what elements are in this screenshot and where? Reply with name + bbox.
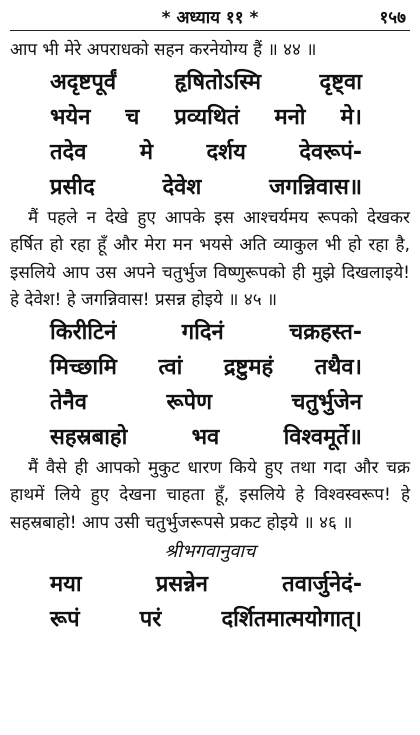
verse-word: चक्रहस्त- — [289, 319, 362, 345]
verse-word: मे। — [340, 104, 362, 130]
verse-word: अदृष्टपूर्वं — [50, 69, 117, 95]
verse-word: दर्शितमात्मयोगात्। — [221, 607, 362, 632]
verse-word: जगन्निवास॥ — [269, 174, 362, 200]
verse-word: भयेन — [50, 104, 91, 130]
verse-line — [50, 350, 362, 385]
verse-47 — [50, 567, 362, 637]
verse-word: तवार्जुनेदं- — [282, 572, 362, 597]
verse-line — [50, 567, 362, 602]
verse-word: देवरूपं- — [299, 139, 362, 165]
verse-word: मे — [139, 139, 154, 165]
verse-word: प्रसन्नेन — [155, 572, 208, 597]
verse-word: रूपेण — [166, 389, 212, 415]
translation-verse-46: मैं वैसे ही आपको मुकुट धारण किये हुए तथा गदा और चक्र हाथमें लिये हुए देखना चाहता हूँ, इसलिये हे विश्वस्वरूप! हे सहस्रबाहो! आप उसी चतुर्भुजरूपसे प्रकट होइये ॥ ४६ ॥ — [10, 457, 410, 533]
verse-word: दर्शय — [206, 139, 246, 165]
page-header — [10, 0, 410, 31]
verse-word: द्रष्टुमहं — [223, 354, 274, 380]
verse-word: देवेश — [162, 174, 202, 200]
verse-word: मया — [50, 572, 82, 597]
verse-line — [50, 385, 362, 420]
speaker-heading: श्रीभगवानुवाच — [164, 541, 256, 562]
verse-word: चतुर्भुजेन — [291, 389, 362, 415]
verse-word: तेनैव — [50, 389, 87, 415]
verse-line — [50, 420, 362, 455]
verse-word: गदिनं — [181, 319, 224, 345]
verse-word: परं — [139, 607, 162, 632]
verse-word: दृष्ट्वा — [319, 69, 362, 95]
commentary-verse-44-end: आप भी मेरे अपराधको सहन करनेयोग्य हैं ॥ ४४ ॥ — [10, 40, 317, 60]
verse-word: मिच्छामि — [50, 354, 117, 380]
verse-word: तदेव — [50, 139, 87, 165]
verse-word: प्रसीद — [50, 174, 95, 200]
verse-line — [50, 170, 362, 205]
chapter-title: * अध्याय ११ * — [161, 8, 259, 28]
translation-verse-45: मैं पहले न देखे हुए आपके इस आश्चर्यमय रूपको देखकर हर्षित हो रहा हूँ और मेरा मन भयसे अति व्याकुल भी हो रहा है, इसलिये आप उस अपने चतुर्भुज विष्णुरूपको ही मुझे दिखलाइये! हे देवेश! हे जगन्निवास! प्रसन्न होइये ॥ ४५ ॥ — [10, 207, 410, 310]
verse-word: मनो — [274, 104, 306, 130]
verse-word: प्रव्यथितं — [174, 104, 240, 130]
verse-45 — [50, 65, 362, 205]
verse-46 — [50, 315, 362, 455]
verse-word: च — [125, 104, 140, 130]
verse-line — [50, 315, 362, 350]
verse-word: रूपं — [50, 607, 80, 632]
verse-line — [50, 65, 362, 100]
verse-word: सहस्रबाहो — [50, 424, 128, 450]
verse-line — [50, 602, 362, 637]
verse-word: विश्वमूर्ते॥ — [283, 424, 362, 450]
verse-word: तथैव। — [314, 354, 362, 380]
verse-line — [50, 100, 362, 135]
verse-word: किरीटिनं — [50, 319, 117, 345]
verse-line — [50, 135, 362, 170]
verse-word: हृषितोऽस्मि — [174, 69, 262, 95]
verse-word: भव — [191, 424, 220, 450]
page-number: १५७ — [379, 8, 406, 28]
verse-word: त्वां — [158, 354, 183, 380]
